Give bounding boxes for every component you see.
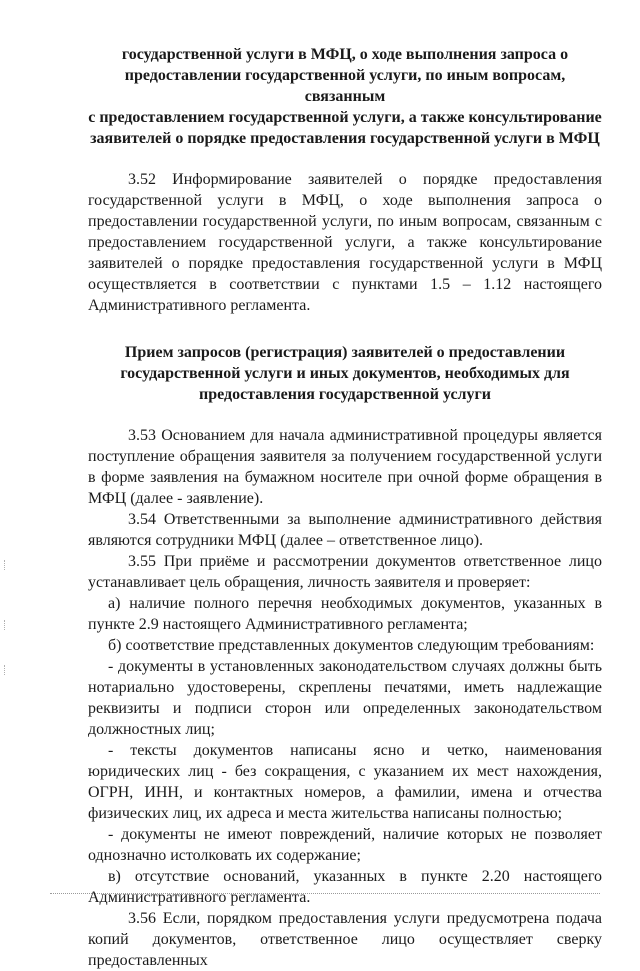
list-item-a: а) наличие полного перечня необходимых документов, указанных в пункте 2.9 настоящего Административного регламента; [88,595,602,633]
list-item-c: в) отсутствие оснований, указанных в пункте 2.20 настоящего Административного регламента. [88,868,602,906]
scan-bottom-edge [50,893,600,894]
paragraph-3-54: 3.54 Ответственными за выполнение административного действия являются сотрудники МФЦ (далее – ответственное лицо). [88,511,602,549]
heading-line: государственной услуги в МФЦ, о ходе выполнения запроса о [121,46,569,63]
heading-line: государственной услуги и иных документов, необходимых для [120,365,570,382]
list-item-b-sub-3: - документы не имеют повреждений, наличие которых не позволяет однозначно истолковать их содержание; [88,826,602,864]
section-heading-mfc-informing [88,44,602,149]
list-item-b: б) соответствие представленных документов следующим требованиям: [108,637,595,654]
heading-line: заявителей о порядке предоставления государственной услуги в МФЦ [90,130,600,147]
heading-line: Прием запросов (регистрация) заявителей о предоставлении [124,344,566,361]
heading-line: предоставления государственной услуги [198,386,492,403]
heading-line: предоставлении государственной услуги, по иным вопросам, связанным [124,67,566,105]
heading-line: с предоставлением государственной услуги, а также консультирование [88,109,602,126]
list-item-b-sub-1: - документы в установленных законодательством случаях должны быть нотариально удостоверены, скреплены печатями, иметь надлежащие реквизиты и подписи сторон или определенных законодательством должностных лиц; [88,658,602,738]
paragraph-3-52: 3.52 Информирование заявителей о порядке предоставления государственной услуги в МФЦ, о ходе выполнения запроса о предоставлении государственной услуги, по иным вопросам, связанным с предоставлением государственной услуги, а также консультирование заявителей о порядке предоставления государственной услуги в МФЦ осуществляется в соответствии с пунктами 1.5 – 1.12 настоящего Административного регламента. [88,171,602,314]
paragraph-3-56: 3.56 Если, порядком предоставления услуги предусмотрена подача копий документов, ответственное лицо осуществляет сверку предоставленных [88,910,602,969]
paragraph-3-53: 3.53 Основанием для начала административной процедуры является поступление обращения заявителя за получением государственной услуги в форме заявления на бумажном носителе при очной форме обращения в МФЦ (далее - заявление). [88,427,602,507]
scan-margin-marks [4,560,10,680]
section-heading-request-intake [98,342,592,405]
paragraph-3-55: 3.55 При приёме и рассмотрении документов ответственное лицо устанавливает цель обращения, личность заявителя и проверяет: [88,553,602,591]
list-item-b-sub-2: - тексты документов написаны ясно и четко, наименования юридических лиц - без сокращения, с указанием их мест нахождения, ОГРН, ИНН, и контактных номеров, а фамилии, имена и отчества физических лиц, их адреса и места жительства написаны полностью; [88,742,602,822]
